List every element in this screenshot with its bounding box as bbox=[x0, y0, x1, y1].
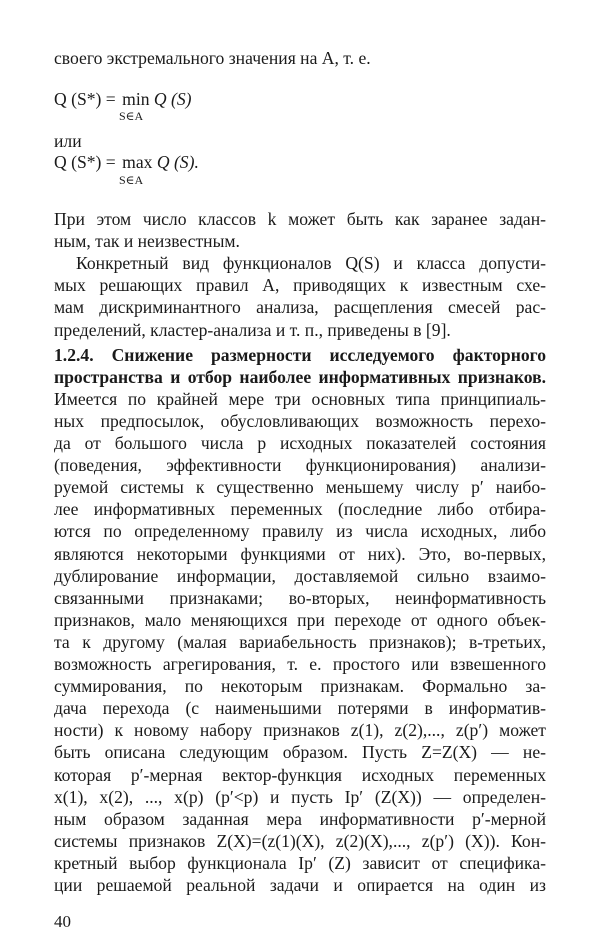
paragraph-line: ются по определенному правилу из числа исходных, либо bbox=[54, 521, 546, 542]
page-number: 40 bbox=[54, 912, 71, 931]
paragraph-line: являются некоторыми функциями от них). Это, во-первых, bbox=[54, 543, 546, 564]
paragraph-line: та к другому (малая вариабельность признаков); в-третьих, bbox=[54, 631, 546, 652]
intro-line: своего экстремального значения на A, т. е. bbox=[54, 48, 371, 68]
paragraph-line: ных предпосылок, обусловливающих возможность перехо- bbox=[54, 410, 546, 431]
paragraph-line: связанными признаками; во-вторых, неинформативность bbox=[54, 587, 546, 608]
conjunction: или bbox=[54, 131, 82, 151]
paragraph-line: Конкретный вид функционалов Q(S) и класса допусти- bbox=[76, 253, 546, 274]
paragraph-line: системы признаков Z(X)=(z(1)(X), z(2)(X),..., z(p′) (X)). Кон- bbox=[54, 830, 546, 851]
paragraph-line: ции решаемой реальной задачи и опирается на один из bbox=[54, 875, 546, 895]
formula-max-rhs: Q (S). bbox=[156, 152, 199, 172]
paragraph-line: мам дискриминантного анализа, расщепления смесей рас- bbox=[54, 297, 546, 318]
paragraph-line: (поведения, эффективности функционирования) анализи- bbox=[54, 455, 546, 476]
paragraph-line: Имеется по крайней мере три основных типа принципиаль- bbox=[54, 388, 546, 409]
paragraph-line: признаков, мало меняющихся при переходе от одного объек- bbox=[54, 609, 546, 630]
paragraph-line: кретный выбор функционала Ip′ (Z) зависит от специфика- bbox=[54, 852, 546, 873]
paragraph-line: При этом число классов k может быть как заранее задан- bbox=[54, 209, 546, 229]
paragraph-line: мых решающих правил A, приводящих к известным схе- bbox=[54, 275, 546, 296]
paragraph-line: возможность агрегирования, т. е. простого или взвешенного bbox=[54, 654, 546, 674]
formula-min-rhs: Q (S) bbox=[153, 89, 192, 109]
section-heading: пространства и отбор наиболее информативных признаков. bbox=[54, 366, 546, 387]
formula-max-lhs: Q (S*) = bbox=[54, 152, 116, 172]
paragraph-line: да от большого числа p исходных показателей состояния bbox=[54, 433, 546, 453]
formula-min-op: min bbox=[122, 89, 150, 109]
paragraph-line: пределений, кластер-анализа и т. п., приведены в [9]. bbox=[54, 319, 451, 340]
paragraph-line: дача перехода (с наименьшими потерями в информатив- bbox=[54, 698, 546, 719]
paragraph-line: ным образом заданная мера информативности p′-мерной bbox=[54, 808, 546, 829]
paragraph-line: дублирование информации, доставляемой сильно взаимо- bbox=[54, 565, 546, 586]
paragraph-line: ным, так и неизвестным. bbox=[54, 231, 240, 252]
paragraph-line: руемой системы к существенно меньшему числу p′ наибо- bbox=[54, 477, 546, 498]
paragraph-line: суммирования, по некоторым признакам. Формально за- bbox=[54, 676, 546, 697]
formula-min-lhs: Q (S*) = bbox=[54, 89, 116, 109]
section-heading: 1.2.4. Снижение размерности исследуемого факторного bbox=[54, 344, 546, 365]
formula-min-under: S∈A bbox=[119, 109, 144, 123]
paragraph-line: быть описана следующим образом. Пусть Z=Z(X) — не- bbox=[54, 742, 546, 763]
paragraph-line: которая p′-мерная вектор-функция исходных переменных bbox=[54, 764, 546, 785]
paragraph-line: x(1), x(2), ..., x(p) (p′<p) и пусть Ip′ (Z(X)) — определен- bbox=[54, 786, 546, 807]
paragraph-line: лее информативных переменных (последние либо отбира- bbox=[54, 499, 546, 520]
formula-max-op: max bbox=[122, 152, 153, 172]
paragraph-line: ности) к новому набору признаков z(1), z(2),..., z(p′) может bbox=[54, 720, 546, 741]
formula-max-under: S∈A bbox=[119, 173, 144, 187]
